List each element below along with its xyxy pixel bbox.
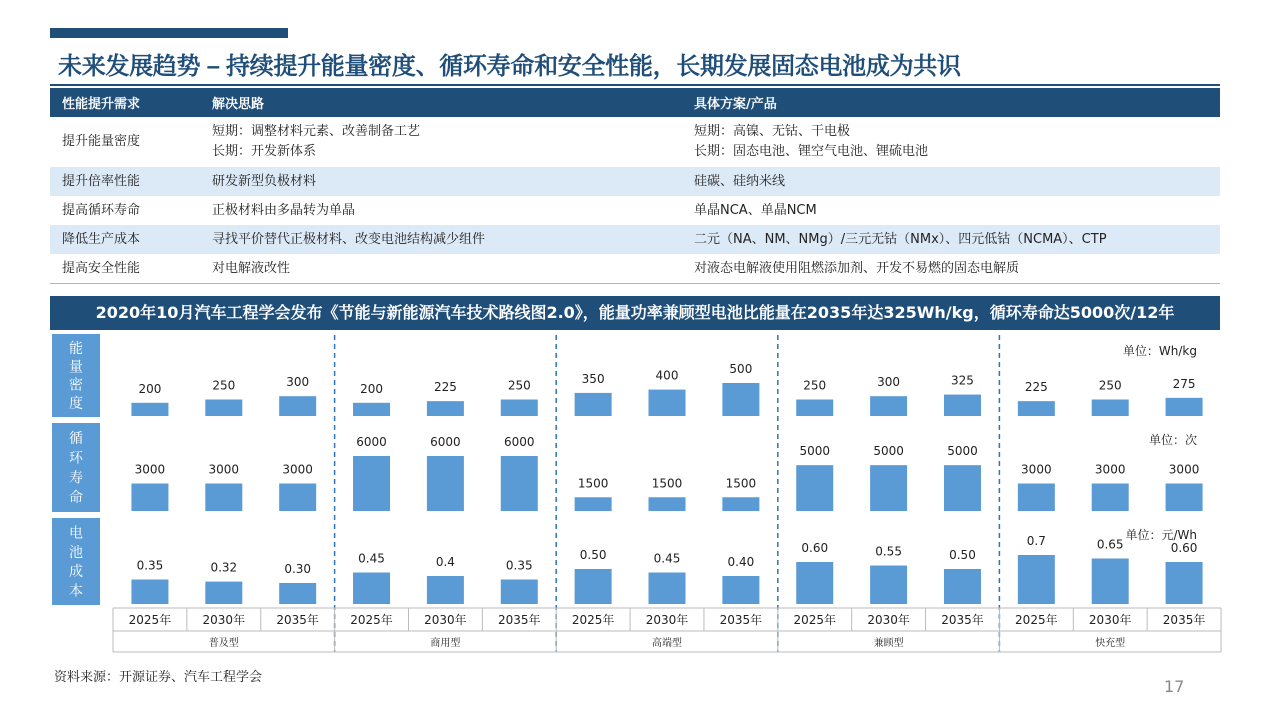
year-tick-label: 2025年 xyxy=(350,613,393,627)
table-header-row xyxy=(50,88,1220,117)
data-label: 5000 xyxy=(799,444,831,459)
bar xyxy=(870,566,907,605)
bar xyxy=(501,400,538,417)
title-underline xyxy=(50,84,1220,86)
roadmap-banner: 2020年10月汽车工程学会发布《节能与新能源汽车技术路线图2.0》，能量功率兼顾型电池比能量在2035年达325Wh/kg，循环寿命达5000次/12年 xyxy=(50,296,1220,330)
bar xyxy=(427,576,464,604)
data-label: 0.50 xyxy=(579,548,607,562)
bar xyxy=(279,484,316,512)
data-label: 3000 xyxy=(134,462,166,477)
bar xyxy=(649,573,686,605)
bar xyxy=(1018,401,1055,416)
year-tick-label: 2025年 xyxy=(128,613,172,627)
data-label: 0.40 xyxy=(727,555,755,569)
idea-line: 短期：调整材料元素、改善制备工艺 xyxy=(212,124,421,139)
bar xyxy=(1166,398,1203,416)
bar xyxy=(205,484,242,512)
bar xyxy=(575,393,612,416)
data-label: 225 xyxy=(433,380,457,395)
bar xyxy=(944,395,981,416)
need-cell: 提升能量密度 xyxy=(62,134,141,149)
idea-cell: 寻找平价替代正极材料、改变电池结构减少组件 xyxy=(200,225,682,254)
year-tick-label: 2035年 xyxy=(941,613,984,627)
data-label: 6000 xyxy=(504,435,535,449)
data-label: 325 xyxy=(951,373,974,388)
bar xyxy=(1166,562,1203,604)
data-label: 0.65 xyxy=(1096,537,1124,552)
bar xyxy=(1018,484,1055,512)
page-title: 未来发展趋势 – 持续提升能量密度、循环寿命和安全性能，长期发展固态电池成为共识 xyxy=(58,53,961,80)
need-cell: 提高循环寿命 xyxy=(62,202,141,218)
data-label: 5000 xyxy=(873,444,904,459)
year-tick-label: 2035年 xyxy=(276,613,319,627)
data-label: 6000 xyxy=(356,435,387,449)
row-label-char: 电 xyxy=(69,525,83,542)
bar xyxy=(1166,484,1203,512)
plan-line: 短期：高镍、无钴、干电极 xyxy=(694,124,851,139)
year-tick-label: 2030年 xyxy=(867,613,910,627)
title-accent-bar xyxy=(50,28,288,38)
bar xyxy=(279,583,316,604)
year-tick-label: 2025年 xyxy=(1015,613,1058,627)
data-label: 225 xyxy=(1024,380,1048,395)
data-label: 3000 xyxy=(1168,462,1200,477)
bar xyxy=(353,573,390,605)
bar xyxy=(870,396,907,416)
idea-cell: 正极材料由多晶转为单晶 xyxy=(212,202,356,218)
bar xyxy=(649,390,686,416)
data-label: 300 xyxy=(877,375,901,390)
data-label: 0.30 xyxy=(284,562,312,576)
year-tick-label: 2025年 xyxy=(793,613,837,627)
bar xyxy=(796,465,833,511)
year-tick-label: 2030年 xyxy=(424,613,467,627)
table-row xyxy=(50,117,1220,167)
bar xyxy=(427,456,464,511)
bar xyxy=(1092,559,1129,605)
data-label: 1500 xyxy=(725,476,757,491)
plan-cell: 对液态电解液使用阻燃添加剂、开发不易燃的固态电解质 xyxy=(682,254,1220,284)
plan-cell: 二元（NA、NM、NMg）/三元无钴（NMx）、四元低钴（NCMA）、CTP xyxy=(682,225,1220,254)
header-idea: 解决思路 xyxy=(200,88,682,117)
plan-line: 长期：固态电池、锂空气电池、锂硫电池 xyxy=(694,144,929,159)
bar xyxy=(796,562,833,604)
bar xyxy=(575,497,612,511)
data-label: 3000 xyxy=(282,462,313,477)
data-label: 200 xyxy=(360,381,383,396)
row-label-char: 池 xyxy=(69,544,83,561)
row-label-char: 能 xyxy=(69,341,83,358)
year-tick-label: 2030年 xyxy=(1088,613,1132,627)
idea-cell: 对电解液改性 xyxy=(200,254,682,284)
group-tick-label: 商用型 xyxy=(430,638,461,649)
row-label-char: 循 xyxy=(69,430,83,447)
bar xyxy=(131,580,168,605)
bar xyxy=(1092,484,1129,512)
data-label: 1500 xyxy=(651,476,683,491)
unit-label: 单位：元/Wh xyxy=(1125,528,1197,542)
data-label: 0.7 xyxy=(1026,534,1046,548)
source-note: 资料来源：开源证券、汽车工程学会 xyxy=(54,670,263,685)
plan-cell: 硅碳、硅纳米线 xyxy=(682,167,1220,196)
bar xyxy=(944,569,981,604)
unit-label: 单位：次 xyxy=(1148,433,1197,447)
header-need: 性能提升需求 xyxy=(50,88,200,117)
bar xyxy=(205,582,242,604)
bar xyxy=(279,396,316,416)
row-label-char: 本 xyxy=(69,583,83,600)
data-label: 0.50 xyxy=(949,548,976,562)
need-cell: 提升倍率性能 xyxy=(50,167,200,196)
data-label: 1500 xyxy=(577,476,609,491)
row-label-char: 密 xyxy=(69,377,83,394)
bar xyxy=(722,383,759,416)
data-label: 3000 xyxy=(1021,462,1052,477)
row-label-char: 成 xyxy=(69,564,83,581)
year-tick-label: 2025年 xyxy=(571,613,615,627)
bar xyxy=(1092,400,1129,417)
bar xyxy=(353,456,390,511)
bar xyxy=(722,576,759,604)
table-row xyxy=(50,254,1220,284)
battery-roadmap-chart xyxy=(0,330,1280,660)
bar xyxy=(575,569,612,604)
bar xyxy=(353,403,390,416)
bar xyxy=(501,456,538,511)
row-label-char: 环 xyxy=(69,450,83,467)
idea-cell: 研发新型负极材料 xyxy=(200,167,682,196)
bar xyxy=(722,497,759,511)
bar xyxy=(796,400,833,417)
row-label-char: 度 xyxy=(69,395,83,412)
bar xyxy=(131,484,168,512)
row-label-char: 寿 xyxy=(69,470,83,487)
data-label: 300 xyxy=(286,375,310,390)
data-label: 350 xyxy=(581,371,605,386)
bar xyxy=(944,465,981,511)
data-label: 0.45 xyxy=(358,551,385,566)
need-cell: 降低生产成本 xyxy=(50,225,200,254)
header-plan: 具体方案/产品 xyxy=(682,88,1220,117)
data-label: 200 xyxy=(138,381,162,396)
data-label: 0.60 xyxy=(801,541,829,555)
group-tick-label: 高端型 xyxy=(652,638,682,649)
data-label: 250 xyxy=(507,378,531,393)
data-label: 250 xyxy=(1098,378,1122,393)
row-label-char: 量 xyxy=(69,359,83,376)
plan-cell: 单晶NCA、单晶NCM xyxy=(694,202,817,218)
bar xyxy=(427,401,464,416)
page-number: 17 xyxy=(1164,677,1185,696)
table-row xyxy=(50,196,1220,225)
data-label: 275 xyxy=(1172,376,1196,391)
unit-label: 单位：Wh/kg xyxy=(1122,344,1197,358)
group-tick-label: 快充型 xyxy=(1095,638,1126,649)
year-tick-label: 2035年 xyxy=(498,613,541,627)
data-label: 3000 xyxy=(208,462,240,477)
year-tick-label: 2030年 xyxy=(202,613,246,627)
bar xyxy=(1018,555,1055,604)
group-tick-label: 普及型 xyxy=(208,638,239,649)
idea-line: 长期：开发新体系 xyxy=(212,144,317,159)
row-label-char: 命 xyxy=(69,490,83,507)
bar xyxy=(131,403,168,416)
data-label: 5000 xyxy=(947,444,978,459)
group-tick-label: 兼顾型 xyxy=(873,638,904,649)
bar xyxy=(501,580,538,605)
data-label: 3000 xyxy=(1094,462,1126,477)
data-label: 0.4 xyxy=(435,555,455,569)
idea-cell xyxy=(200,117,682,167)
data-label: 250 xyxy=(212,378,236,393)
data-label: 0.32 xyxy=(210,560,238,575)
requirements-table xyxy=(50,88,1220,284)
table-row xyxy=(50,225,1220,254)
data-label: 0.35 xyxy=(136,558,164,573)
bar xyxy=(205,400,242,417)
year-tick-label: 2035年 xyxy=(1162,613,1206,627)
table-row xyxy=(50,167,1220,196)
data-label: 0.55 xyxy=(875,544,902,559)
data-label: 0.60 xyxy=(1170,541,1198,555)
year-tick-label: 2030年 xyxy=(645,613,689,627)
bar xyxy=(870,465,907,511)
bar xyxy=(649,497,686,511)
data-label: 400 xyxy=(655,368,679,383)
data-label: 6000 xyxy=(430,435,461,449)
data-label: 250 xyxy=(803,378,827,393)
plan-cell xyxy=(682,117,1220,167)
data-label: 0.35 xyxy=(505,558,533,573)
data-label: 0.45 xyxy=(653,551,681,566)
need-cell: 提高安全性能 xyxy=(50,254,200,284)
data-label: 500 xyxy=(729,362,753,376)
year-tick-label: 2035年 xyxy=(719,613,763,627)
